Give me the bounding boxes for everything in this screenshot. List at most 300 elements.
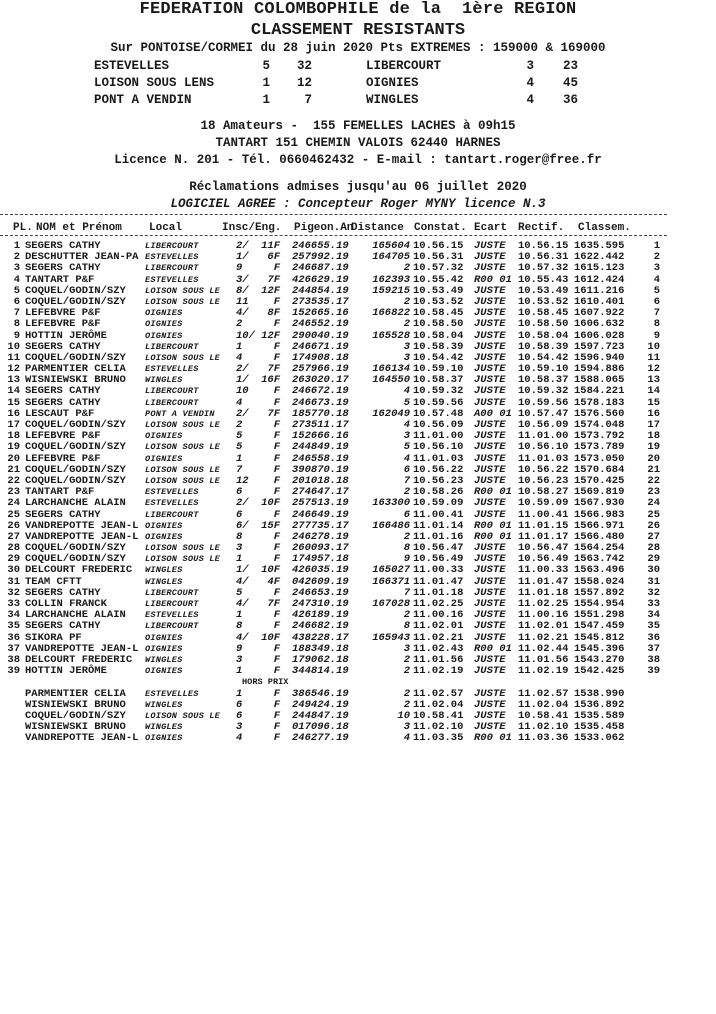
locality-name: ESTEVELLES — [94, 59, 170, 73]
velocity: 1533.062 — [574, 732, 625, 745]
engaged: 10F — [261, 564, 280, 577]
fancier-name: COQUEL/GODIN/SZY — [25, 463, 126, 476]
engaged: F — [273, 262, 280, 275]
locality-count: 3 — [526, 59, 534, 73]
deviation: A00 01 — [474, 407, 512, 420]
locality: LIBERCOURT — [145, 397, 199, 408]
col-header-ecart: Ecart — [474, 222, 508, 234]
locality: LIBERCOURT — [145, 587, 199, 598]
fancier-name: SEGERS CATHY — [25, 262, 101, 275]
locality-row — [0, 93, 716, 110]
deviation: JUSTE — [474, 295, 506, 308]
distance: 2 — [403, 698, 410, 711]
engaged: F — [273, 385, 280, 398]
deviation: JUSTE — [474, 598, 506, 610]
engaged: 12F — [261, 284, 280, 297]
place: 13 — [7, 374, 20, 387]
fancier-name: COQUEL/GODIN/SZY — [25, 419, 126, 431]
clock-time: 10.59.10 — [413, 363, 464, 376]
race-info-line: Sur PONTOISE/CORMEI du 28 juin 2020 Pts EXTREMES : 159000 & 169000 — [110, 41, 606, 55]
corrected-time: 11.00.41 — [518, 508, 569, 521]
place: 11 — [7, 351, 20, 364]
place: 24 — [7, 497, 20, 510]
distance: 5 — [403, 396, 410, 409]
inscription: 11 — [236, 295, 249, 308]
col-header-constat: Constat. — [414, 222, 467, 234]
deviation: R00 01 — [474, 530, 512, 543]
fancier-name: COQUEL/GODIN/SZY — [25, 295, 126, 308]
clock-time: 10.56.10 — [413, 441, 464, 454]
clock-time: 11.01.16 — [413, 530, 464, 543]
place: 25 — [7, 508, 20, 521]
engaged: 10F — [261, 497, 280, 510]
deviation: JUSTE — [474, 497, 506, 510]
deviation: JUSTE — [474, 653, 506, 666]
deviation: JUSTE — [474, 508, 506, 521]
pigeon-ring: 185770.18 — [292, 407, 349, 420]
clock-time: 10.53.49 — [413, 284, 464, 297]
engaged: F — [273, 430, 280, 443]
deviation: R00 01 — [474, 519, 512, 532]
pigeon-ring: 257966.19 — [292, 363, 349, 376]
place: 7 — [13, 307, 20, 320]
distance: 2 — [403, 609, 410, 622]
deviation: JUSTE — [474, 575, 506, 588]
clock-time: 11.01.56 — [413, 653, 464, 666]
inscription: 4/ — [236, 575, 249, 588]
table-row — [0, 442, 716, 453]
distance: 7 — [403, 586, 410, 599]
pigeon-ring: 438228.17 — [292, 631, 349, 644]
place: 26 — [7, 519, 20, 532]
pigeon-ring: 244854.19 — [292, 284, 349, 297]
locality: OIGNIES — [145, 319, 183, 330]
pigeon-ring: 246673.19 — [292, 396, 349, 409]
distance: 7 — [403, 474, 410, 487]
deviation: JUSTE — [474, 586, 506, 599]
clock-time: 11.01.00 — [413, 430, 464, 443]
clock-time: 11.02.43 — [413, 642, 464, 655]
corrected-time: 10.56.09 — [518, 419, 569, 431]
place: 10 — [7, 340, 20, 353]
rank: 30 — [647, 564, 660, 577]
fancier-name: COQUEL/GODIN/SZY — [25, 474, 126, 487]
deviation: JUSTE — [474, 374, 506, 387]
distance: 3 — [403, 642, 410, 655]
velocity: 1612.424 — [574, 273, 625, 286]
col-header-rectif: Rectif. — [518, 222, 565, 234]
rank: 20 — [647, 452, 660, 465]
pigeon-ring: 273511.17 — [292, 419, 349, 431]
pigeon-ring: 290040.19 — [292, 329, 349, 342]
clock-time: 11.02.10 — [413, 721, 464, 734]
distance: 164550 — [372, 374, 410, 387]
rank: 8 — [653, 318, 660, 331]
corrected-time: 10.58.04 — [518, 329, 569, 342]
distance: 4 — [403, 419, 410, 431]
distance: 4 — [403, 452, 410, 465]
deviation: JUSTE — [474, 318, 506, 331]
deviation: JUSTE — [474, 329, 506, 342]
distance: 166486 — [372, 519, 410, 532]
locality-total: 7 — [304, 93, 312, 107]
rank: 38 — [647, 653, 660, 666]
place: 32 — [7, 586, 20, 599]
engaged: F — [273, 732, 280, 745]
engaged: F — [273, 709, 280, 722]
fancier-name: SEGERS CATHY — [25, 508, 101, 521]
locality: ESTEVELLES — [145, 487, 199, 498]
engaged: F — [273, 530, 280, 543]
fancier-name: DELCOURT FREDERIC — [25, 564, 133, 577]
pigeon-ring: 246682.19 — [292, 620, 349, 633]
fancier-name: COQUEL/GODIN/SZY — [25, 553, 126, 566]
pigeon-ring: 042609.19 — [292, 575, 349, 588]
locality: ESTEVELLES — [145, 610, 199, 621]
pigeon-ring: 246671.19 — [292, 340, 349, 353]
deviation: JUSTE — [474, 687, 506, 700]
col-header-insc: Insc/Eng. — [222, 222, 282, 234]
clock-time: 10.56.22 — [413, 463, 464, 476]
pigeon-ring: 344814.19 — [292, 665, 349, 678]
pigeon-ring: 247310.19 — [292, 598, 349, 610]
engaged: 8F — [267, 307, 280, 320]
velocity: 1563.742 — [574, 553, 625, 566]
inscription: 2 — [236, 318, 243, 331]
corrected-time: 11.02.04 — [518, 698, 569, 711]
pigeon-ring: 244847.19 — [292, 709, 349, 722]
corrected-time: 10.53.52 — [518, 295, 569, 308]
pigeon-ring: 246672.19 — [292, 385, 349, 398]
deviation: R00 01 — [474, 732, 512, 745]
fancier-name: SEGERS CATHY — [25, 385, 101, 398]
locality: ESTEVELLES — [145, 274, 199, 285]
velocity: 1535.458 — [574, 721, 625, 734]
corrected-time: 10.58.37 — [518, 374, 569, 387]
engaged: F — [273, 609, 280, 622]
distance: 9 — [403, 553, 410, 566]
inscription: 5 — [236, 430, 243, 443]
locality: LOISON SOUS LE — [145, 554, 220, 565]
distance: 162393 — [372, 273, 410, 286]
velocity: 1622.442 — [574, 251, 625, 264]
table-row — [0, 689, 716, 700]
deviation: JUSTE — [474, 665, 506, 678]
rank: 32 — [647, 586, 660, 599]
locality-name: PONT A VENDIN — [94, 93, 192, 107]
locality-total: 36 — [562, 93, 578, 107]
deviation: JUSTE — [474, 620, 506, 633]
place: 16 — [7, 407, 20, 420]
rank: 17 — [647, 419, 660, 431]
rank: 14 — [647, 385, 660, 398]
rank: 19 — [647, 441, 660, 454]
corrected-time: 10.57.47 — [518, 407, 569, 420]
rank: 11 — [647, 351, 660, 364]
velocity: 1566.983 — [574, 508, 625, 521]
locality: OIGNIES — [145, 733, 183, 744]
corrected-time: 10.54.42 — [518, 351, 569, 364]
distance: 165027 — [372, 564, 410, 577]
rank: 29 — [647, 553, 660, 566]
inscription: 10/ — [236, 329, 255, 342]
inscription: 1/ — [236, 374, 249, 387]
locality-count: 1 — [262, 76, 270, 90]
rank: 33 — [647, 598, 660, 610]
locality: ESTEVELLES — [145, 688, 199, 699]
place: 27 — [7, 530, 20, 543]
inscription: 4 — [236, 396, 243, 409]
velocity: 1545.396 — [574, 642, 625, 655]
distance: 166371 — [372, 575, 410, 588]
fancier-name: COQUEL/GODIN/SZY — [25, 351, 126, 364]
clock-time: 10.53.52 — [413, 295, 464, 308]
fancier-name: COLLIN FRANCK — [25, 598, 107, 610]
clock-time: 11.01.18 — [413, 586, 464, 599]
corrected-time: 10.59.56 — [518, 396, 569, 409]
rank: 26 — [647, 519, 660, 532]
locality: LIBERCOURT — [145, 263, 199, 274]
distance: 10 — [397, 709, 410, 722]
col-header-pl: PL. — [13, 222, 33, 234]
locality-count: 1 — [262, 93, 270, 107]
place: 23 — [7, 486, 20, 499]
locality: ESTEVELLES — [145, 498, 199, 509]
inscription: 4/ — [236, 631, 249, 644]
corrected-time: 10.56.15 — [518, 240, 569, 252]
deviation: JUSTE — [474, 441, 506, 454]
distance: 165943 — [372, 631, 410, 644]
place: 36 — [7, 631, 20, 644]
pigeon-ring: 179062.18 — [292, 653, 349, 666]
locality: LIBERCOURT — [145, 386, 199, 397]
fancier-name: COQUEL/GODIN/SZY — [25, 284, 126, 297]
pigeon-ring: 277735.17 — [292, 519, 349, 532]
distance: 3 — [403, 351, 410, 364]
place: 9 — [13, 329, 20, 342]
velocity: 1607.922 — [574, 307, 625, 320]
corrected-time: 10.58.27 — [518, 486, 569, 499]
engaged: F — [273, 351, 280, 364]
locality: OIGNIES — [145, 453, 183, 464]
inscription: 1/ — [236, 564, 249, 577]
distance: 162049 — [372, 407, 410, 420]
inscription: 8/ — [236, 284, 249, 297]
locality-row — [0, 59, 716, 76]
table-row — [0, 666, 716, 677]
clock-time: 10.58.39 — [413, 340, 464, 353]
corrected-time: 11.01.03 — [518, 452, 569, 465]
place: 8 — [13, 318, 20, 331]
pigeon-ring: 249424.19 — [292, 698, 349, 711]
distance: 166822 — [372, 307, 410, 320]
inscription: 2/ — [236, 407, 249, 420]
inscription: 1 — [236, 687, 243, 700]
rank: 5 — [653, 284, 660, 297]
corrected-time: 11.01.00 — [518, 430, 569, 443]
pigeon-ring: 386546.19 — [292, 687, 349, 700]
inscription: 6 — [236, 486, 243, 499]
distance: 3 — [403, 430, 410, 443]
locality: LIBERCOURT — [145, 599, 199, 609]
rank: 6 — [653, 295, 660, 308]
place: 33 — [7, 598, 20, 610]
fancier-name: LESCAUT P&F — [25, 407, 95, 420]
deviation: JUSTE — [474, 430, 506, 443]
clock-time: 10.56.49 — [413, 553, 464, 566]
table-row — [0, 565, 716, 576]
inscription: 8 — [236, 620, 243, 633]
fancier-name: SEGERS CATHY — [25, 340, 101, 353]
pigeon-ring: 246687.19 — [292, 262, 349, 275]
velocity: 1573.792 — [574, 430, 625, 443]
corrected-time: 11.01.18 — [518, 586, 569, 599]
velocity: 1566.480 — [574, 530, 625, 543]
pigeon-ring: 260093.17 — [292, 542, 349, 555]
locality: LIBERCOURT — [145, 509, 199, 520]
place: 20 — [7, 452, 20, 465]
distance: 166134 — [372, 363, 410, 376]
engaged: 15F — [261, 519, 280, 532]
pigeon-ring: 263020.17 — [292, 374, 349, 387]
inscription: 2/ — [236, 240, 249, 252]
locality: LIBERCOURT — [145, 341, 199, 352]
table-row — [0, 263, 716, 274]
place: 17 — [7, 419, 20, 431]
place: 30 — [7, 564, 20, 577]
col-header-local: Local — [149, 222, 183, 234]
hors-prix-section-label — [0, 677, 716, 688]
clock-time: 11.02.25 — [413, 598, 464, 610]
locality: LOISON SOUS LE — [145, 420, 220, 430]
inscription: 2/ — [236, 497, 249, 510]
pigeon-ring: 246653.19 — [292, 586, 349, 599]
corrected-time: 11.02.57 — [518, 687, 569, 700]
pigeon-ring: 246558.19 — [292, 452, 349, 465]
fancier-name: VANDREPOTTE JEAN-L — [25, 732, 139, 745]
rank: 13 — [647, 374, 660, 387]
clock-time: 10.58.04 — [413, 329, 464, 342]
rank: 9 — [653, 329, 660, 342]
fancier-name: SEGERS CATHY — [25, 586, 101, 599]
rank: 21 — [647, 463, 660, 476]
corrected-time: 10.55.43 — [518, 273, 569, 286]
place: 12 — [7, 363, 20, 376]
locality: LOISON SOUS LE — [145, 710, 220, 721]
velocity: 1535.589 — [574, 709, 625, 722]
inscription: 6 — [236, 508, 243, 521]
rank: 27 — [647, 530, 660, 543]
locality-count: 4 — [526, 76, 534, 90]
release-summary: 18 Amateurs - 155 FEMELLES LACHES à 09h15 — [200, 119, 516, 133]
velocity: 1573.050 — [574, 452, 625, 465]
engaged: 16F — [261, 374, 280, 387]
distance: 163300 — [372, 497, 410, 510]
deviation: JUSTE — [474, 251, 506, 264]
locality: WINGLES — [145, 722, 183, 733]
place: 29 — [7, 553, 20, 566]
locality: LOISON SOUS LE — [145, 442, 220, 453]
engaged: F — [273, 396, 280, 409]
engaged: 12F — [261, 329, 280, 342]
pigeon-ring: 426035.19 — [292, 564, 349, 577]
locality: ESTEVELLES — [145, 252, 199, 263]
software-credit: LOGICIEL AGREE : Concepteur Roger MYNY licence N.3 — [170, 197, 546, 211]
inscription: 1 — [236, 452, 243, 465]
corrected-time: 10.58.50 — [518, 318, 569, 331]
inscription: 9 — [236, 262, 243, 275]
place: 31 — [7, 575, 20, 588]
rank: 36 — [647, 631, 660, 644]
pigeon-ring: 201018.18 — [292, 474, 349, 487]
organizer-contact: Licence N. 201 - Tél. 0660462432 - E-mail : tantart.roger@free.fr — [114, 153, 602, 167]
table-row — [0, 331, 716, 342]
divider — [0, 235, 667, 236]
locality-name: LIBERCOURT — [366, 59, 442, 73]
locality: WINGLES — [145, 576, 183, 587]
pigeon-ring: 390870.19 — [292, 463, 349, 476]
clock-time: 10.56.15 — [413, 240, 464, 252]
fancier-name: WISNIEWSKI BRUNO — [25, 374, 126, 387]
ranking-title: CLASSEMENT RESISTANTS — [250, 21, 466, 40]
clock-time: 10.58.50 — [413, 318, 464, 331]
rank: 7 — [653, 307, 660, 320]
place: 34 — [7, 609, 20, 622]
rank: 31 — [647, 575, 660, 588]
velocity: 1551.298 — [574, 609, 625, 622]
locality: OIGNIES — [145, 643, 183, 654]
inscription: 1 — [236, 340, 243, 353]
distance: 165604 — [372, 240, 410, 252]
inscription: 6/ — [236, 519, 249, 532]
corrected-time: 11.01.56 — [518, 653, 569, 666]
corrected-time: 10.57.32 — [518, 262, 569, 275]
pigeon-ring: 273535.17 — [292, 295, 349, 308]
deviation: JUSTE — [474, 698, 506, 711]
engaged: F — [273, 340, 280, 353]
deviation: JUSTE — [474, 363, 506, 376]
velocity: 1545.812 — [574, 631, 625, 644]
deviation: JUSTE — [474, 307, 506, 320]
engaged: 11F — [261, 240, 280, 252]
clock-time: 10.58.41 — [413, 709, 464, 722]
engaged: F — [273, 665, 280, 678]
distance: 2 — [403, 262, 410, 275]
velocity: 1635.595 — [574, 240, 625, 252]
velocity: 1542.425 — [574, 665, 625, 678]
velocity: 1538.990 — [574, 687, 625, 700]
rank: 24 — [647, 497, 660, 510]
deviation: JUSTE — [474, 564, 506, 577]
fancier-name: VANDREPOTTE JEAN-L — [25, 642, 139, 655]
velocity: 1573.789 — [574, 441, 625, 454]
deviation: JUSTE — [474, 262, 506, 275]
distance: 2 — [403, 653, 410, 666]
locality: LIBERCOURT — [145, 241, 199, 251]
fancier-name: HOTTIN JERÔME — [25, 665, 107, 678]
engaged: F — [273, 441, 280, 454]
corrected-time: 11.03.36 — [518, 732, 569, 745]
corrected-time: 10.59.10 — [518, 363, 569, 376]
locality: ESTEVELLES — [145, 364, 199, 375]
table-row — [0, 319, 716, 330]
engaged: 7F — [267, 598, 280, 610]
clock-time: 10.56.09 — [413, 419, 464, 431]
corrected-time: 11.02.21 — [518, 631, 569, 644]
fancier-name: DELCOURT FREDERIC — [25, 653, 133, 666]
inscription: 10 — [236, 385, 249, 398]
velocity: 1578.183 — [574, 396, 625, 409]
